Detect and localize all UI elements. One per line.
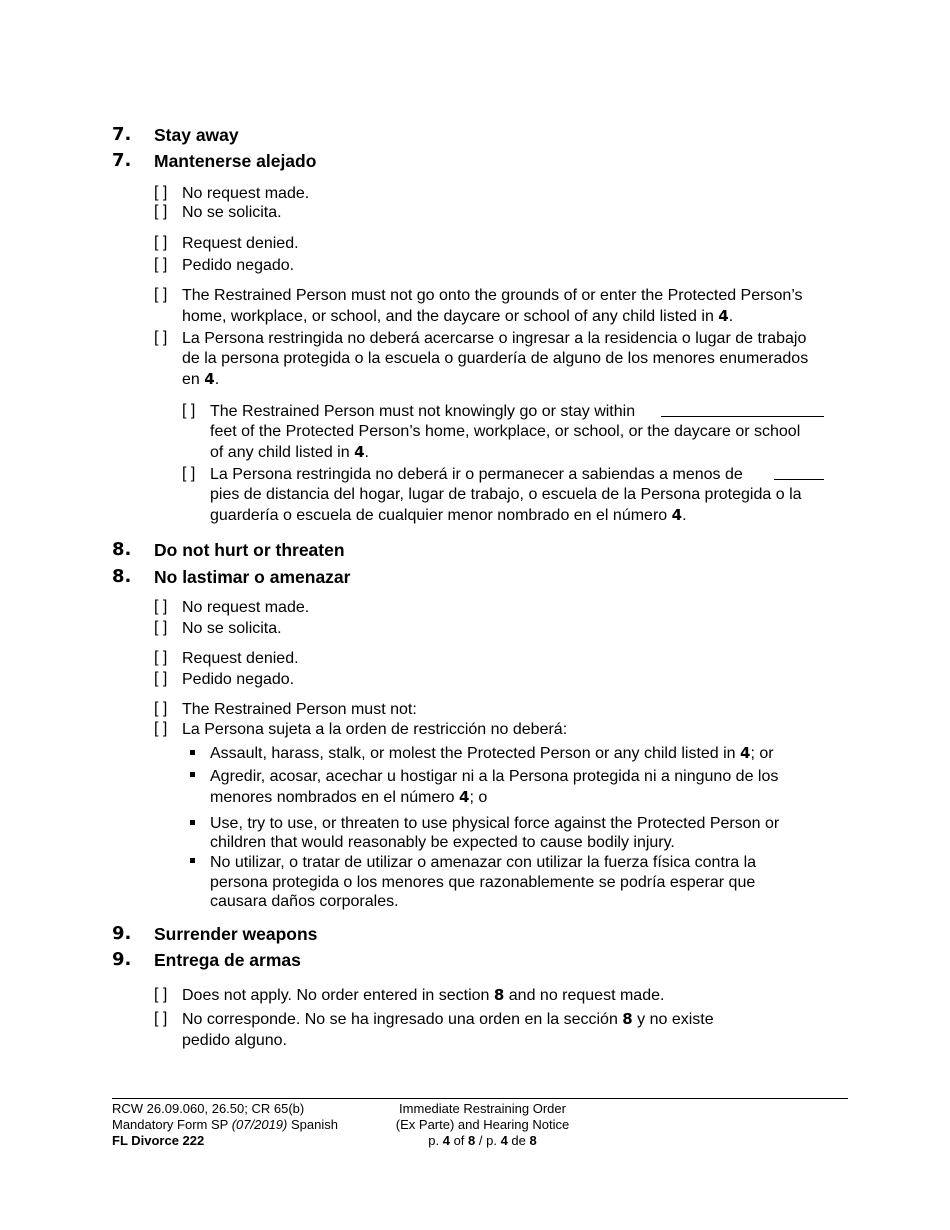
option-text: de la persona protegida o la escuela o guardería de alguno de los menores enumerados — [182, 350, 809, 367]
ref-4: 4 — [718, 307, 729, 325]
checkbox-7-feet-es[interactable]: [ ] — [182, 465, 196, 482]
section-8-title-en: Do not hurt or threaten — [154, 540, 345, 560]
section-9-number-es: 9. — [112, 949, 132, 970]
footer-rcw: RCW 26.09.060, 26.50; CR 65(b) — [112, 1101, 305, 1116]
ref-4: 4 — [204, 370, 215, 388]
ref-8: 8 — [622, 1010, 633, 1028]
option-text: No se solicita. — [182, 620, 282, 637]
section-7-number: 7. — [112, 124, 132, 145]
ref-4: 4 — [740, 744, 751, 762]
checkbox-8-must-not[interactable]: [ ] — [154, 700, 168, 717]
ref-4: 4 — [354, 443, 365, 461]
option-text: Does not apply. No order entered in section 8 and no request made. — [182, 986, 665, 1004]
section-9-number: 9. — [112, 923, 132, 944]
checkbox-8-must-not-es[interactable]: [ ] — [154, 720, 168, 737]
checkbox-7-grounds[interactable]: [ ] — [154, 286, 168, 303]
section-7-title-es: Mantenerse alejado — [154, 151, 317, 171]
ref-4: 4 — [671, 506, 683, 524]
option-text: pedido alguno. — [182, 1032, 287, 1049]
bullet-icon — [190, 750, 195, 755]
checkbox-8-no-request-es[interactable]: [ ] — [154, 619, 168, 636]
option-text: No request made. — [182, 599, 310, 616]
bullet-text: causara daños corporales. — [210, 893, 399, 910]
bullet-text: persona protegida o los menores que razonablemente se podría esperar que — [210, 874, 756, 891]
section-8-number: 8. — [112, 539, 132, 560]
option-text: The Restrained Person must not knowingly go or stay within — [210, 403, 636, 420]
checkbox-7-denied-es[interactable]: [ ] — [154, 256, 168, 273]
option-text: guardería o escuela de cualquier menor nombrado en el número 4. — [210, 506, 687, 524]
bullet-text: Agredir, acosar, acechar u hostigar ni a la Persona protegida ni a ninguno de los — [210, 768, 779, 785]
footer-mandatory: Mandatory Form SP (07/2019) Spanish — [112, 1117, 338, 1132]
option-text: La Persona restringida no deberá acercarse o ingresar a la residencia o lugar de trabajo — [182, 330, 807, 347]
footer-form-id: FL Divorce 222 — [112, 1133, 205, 1148]
bullet-text: Assault, harass, stalk, or molest the Protected Person or any child listed in 4; or — [210, 744, 774, 762]
footer-divider — [112, 1098, 848, 1099]
section-7-title-en: Stay away — [154, 125, 239, 145]
option-text: Request denied. — [182, 650, 299, 667]
footer-left — [112, 1101, 338, 1149]
ref-4: 4 — [459, 788, 470, 806]
section-7-number-es: 7. — [112, 150, 132, 171]
option-text: en 4. — [182, 370, 220, 388]
option-text: Request denied. — [182, 235, 299, 252]
option-text: La Persona restringida no deberá ir o permanecer a sabiendas a menos de — [210, 466, 743, 483]
bullet-text: No utilizar, o tratar de utilizar o amenazar con utilizar la fuerza física contra la — [210, 854, 757, 871]
bullet-icon — [190, 820, 195, 825]
option-text: of any child listed in 4. — [210, 443, 369, 461]
ref-8: 8 — [493, 986, 505, 1004]
checkbox-8-denied[interactable]: [ ] — [154, 649, 168, 666]
option-text: Pedido negado. — [182, 257, 295, 274]
option-text: La Persona sujeta a la orden de restricción no deberá: — [182, 721, 568, 738]
section-8-title-es: No lastimar o amenazar — [154, 567, 351, 587]
section-9-title-es: Entrega de armas — [154, 950, 301, 970]
checkbox-9-not-apply[interactable]: [ ] — [154, 986, 168, 1003]
checkbox-7-feet[interactable]: [ ] — [182, 402, 196, 419]
bullet-text: Use, try to use, or threaten to use physical force against the Protected Person or — [210, 815, 780, 832]
checkbox-8-denied-es[interactable]: [ ] — [154, 670, 168, 687]
option-text: No se solicita. — [182, 204, 282, 221]
feet-blank-line-es[interactable] — [774, 479, 824, 480]
bullet-text: menores nombrados en el número 4; o — [210, 788, 488, 806]
option-text: feet of the Protected Person’s home, workplace, or school, or the daycare or school — [210, 423, 801, 440]
option-text: No corresponde. No se ha ingresado una orden en la sección 8 y no existe — [182, 1010, 714, 1028]
bullet-icon — [190, 772, 195, 777]
section-9-title-en: Surrender weapons — [154, 924, 318, 944]
option-text: home, workplace, or school, and the daycare or school of any child listed in 4. — [182, 307, 734, 325]
bullet-icon — [190, 858, 195, 863]
option-text: Pedido negado. — [182, 671, 295, 688]
option-text: No request made. — [182, 185, 310, 202]
checkbox-7-no-request[interactable]: [ ] — [154, 184, 168, 201]
checkbox-9-not-apply-es[interactable]: [ ] — [154, 1010, 168, 1027]
footer-page: p. 4 of 8 / p. 4 de 8 — [428, 1133, 537, 1148]
section-8-number-es: 8. — [112, 566, 132, 587]
bullet-text: children that would reasonably be expected to cause bodily injury. — [210, 834, 675, 851]
footer-center — [385, 1101, 580, 1149]
footer-title-1: Immediate Restraining Order — [399, 1101, 566, 1116]
checkbox-7-grounds-es[interactable]: [ ] — [154, 329, 168, 346]
option-text: The Restrained Person must not go onto the grounds of or enter the Protected Person’s — [182, 287, 803, 304]
checkbox-7-denied[interactable]: [ ] — [154, 234, 168, 251]
checkbox-7-no-request-es[interactable]: [ ] — [154, 203, 168, 220]
footer-title-2: (Ex Parte) and Hearing Notice — [395, 1117, 570, 1132]
option-text: The Restrained Person must not: — [182, 701, 417, 718]
checkbox-8-no-request[interactable]: [ ] — [154, 598, 168, 615]
feet-blank-line[interactable] — [661, 416, 824, 417]
option-text: pies de distancia del hogar, lugar de trabajo, o escuela de la Persona protegida o la — [210, 486, 802, 503]
